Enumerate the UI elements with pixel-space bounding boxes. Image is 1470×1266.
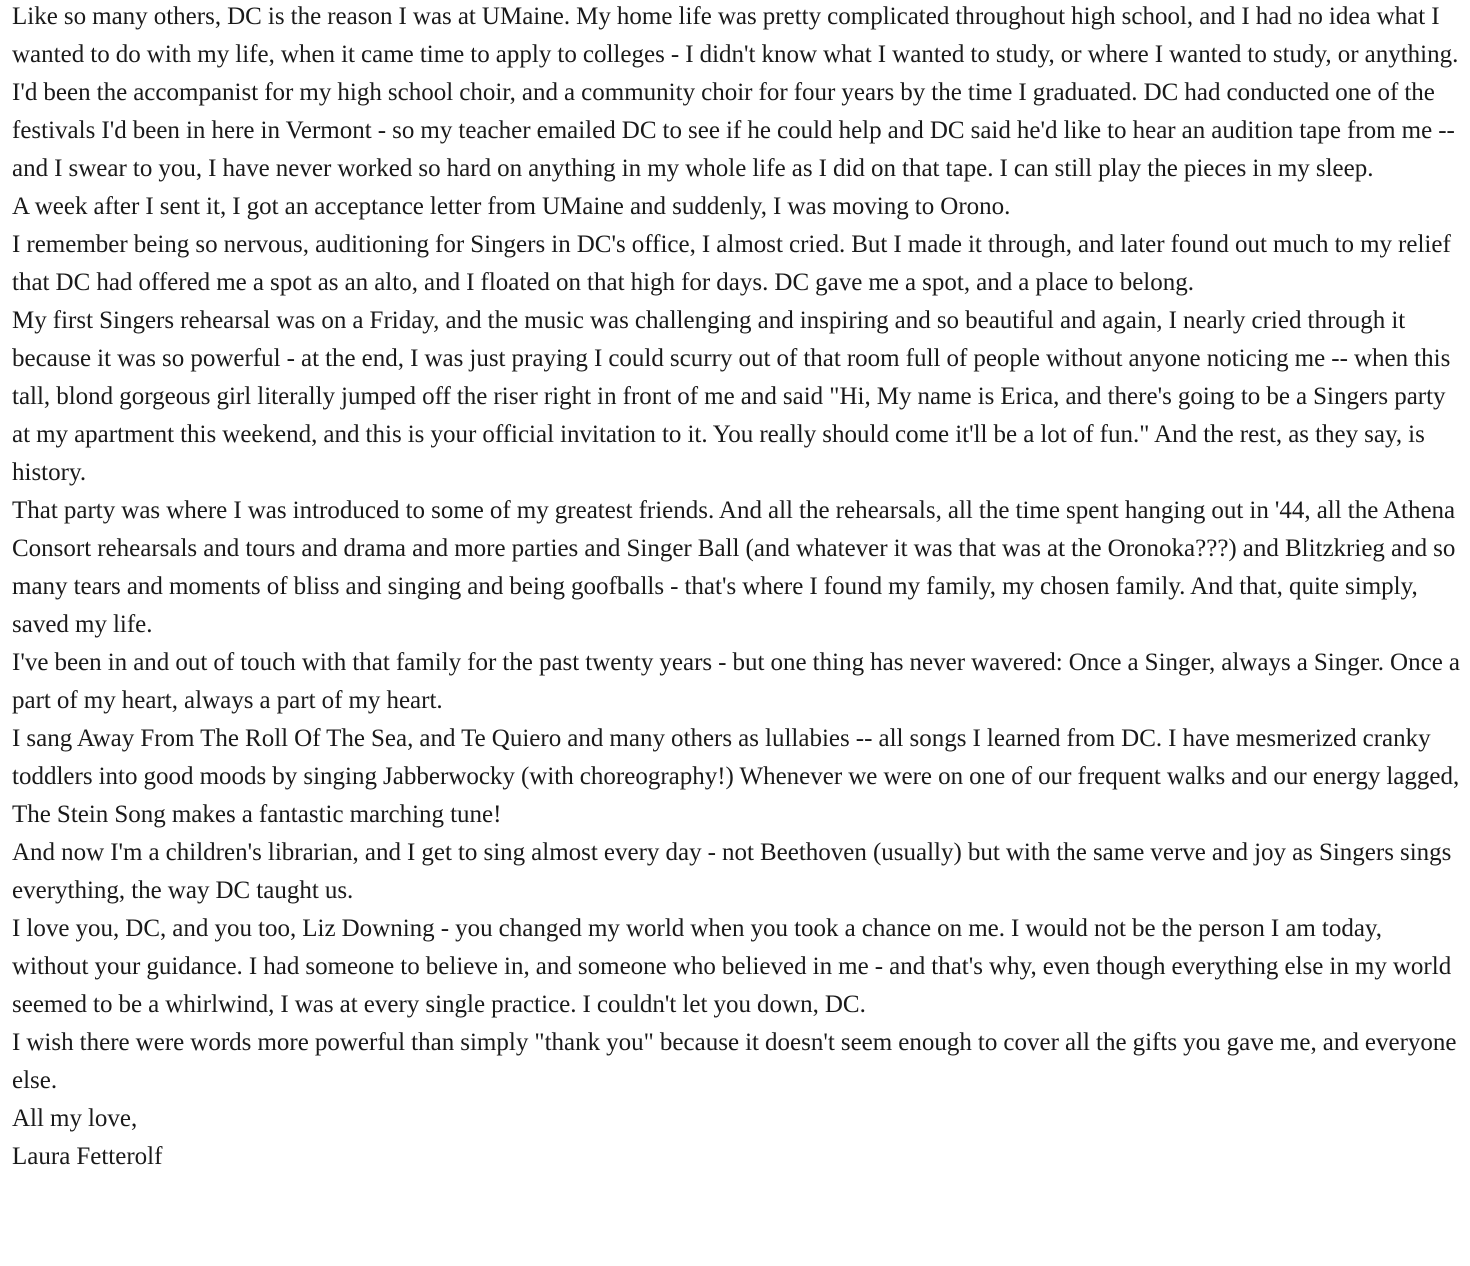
paragraph-audition: I remember being so nervous, auditioning for Singers in DC's office, I almost cried. But I made it through, and later found out much to my relief that DC had offered me a spot as an alto, and I floated on that high for days. DC gave me a spot, and a place to belong. (12, 231, 1451, 296)
paragraph-thank-you: I wish there were words more powerful than simply "thank you" because it doesn't seem enough to cover all the gifts you gave me, and everyone else. (12, 1029, 1457, 1094)
paragraph-lullabies: I sang Away From The Roll Of The Sea, and Te Quiero and many others as lullabies -- all songs I learned from DC. I have mesmerized cranky toddlers into good moods by singing Jabberwocky (with choreography!) Whenever we were on one of our frequent walks and our energy lagged, The Stein Song makes a fantastic marching tune! (12, 725, 1460, 828)
paragraph-librarian: And now I'm a children's librarian, and I get to sing almost every day - not Beethoven (usually) but with the same verve and joy as Singers sings everything, the way DC taught us. (12, 839, 1452, 904)
closing: All my love, (12, 1105, 138, 1132)
paragraph-love: I love you, DC, and you too, Liz Downing - you changed my world when you took a chance on me. I would not be the person I am today, without your guidance. I had someone to believe in, and someone who believed in me - and that's why, even though everything else in my world seemed to be a whirlwind, I was at every single practice. I couldn't let you down, DC. (12, 915, 1452, 1018)
paragraph-intro: Like so many others, DC is the reason I was at UMaine. My home life was pretty complicated throughout high school, and I had no idea what I wanted to do with my life, when it came time to apply to colleges - I didn't know what I wanted to study, or where I wanted to study, or anything. I'd been the accompanist for my high school choir, and a community choir for four years by the time I graduated. DC had conducted one of the festivals I'd been in here in Vermont - so my teacher emailed DC to see if he could help and DC said he'd like to hear an audition tape from me -- and I swear to you, I have never worked so hard on anything in my whole life as I did on that tape. I can still play the pieces in my sleep. (12, 3, 1459, 182)
signature: Laura Fetterolf (12, 1143, 163, 1170)
paragraph-acceptance: A week after I sent it, I got an acceptance letter from UMaine and suddenly, I was moving to Orono. (12, 193, 1011, 220)
paragraph-family: I've been in and out of touch with that family for the past twenty years - but one thing has never wavered: Once a Singer, always a Singer. Once a part of my heart, always a part of my heart. (12, 649, 1460, 714)
paragraph-first-rehearsal: My first Singers rehearsal was on a Friday, and the music was challenging and inspiring and so beautiful and again, I nearly cried through it because it was so powerful - at the end, I was just praying I could scurry out of that room full of people without anyone noticing me -- when this tall, blond gorgeous girl literally jumped off the riser right in front of me and said "Hi, My name is Erica, and there's going to be a Singers party at my apartment this weekend, and this is your official invitation to it. You really should come it'll be a lot of fun." And the rest, as they say, is history. (12, 307, 1451, 486)
paragraph-party: That party was where I was introduced to some of my greatest friends. And all the rehearsals, all the time spent hanging out in '44, all the Athena Consort rehearsals and tours and drama and more parties and Singer Ball (and whatever it was that was at the Oronoka???) and Blitzkrieg and so many tears and moments of bliss and singing and being goofballs - that's where I found my family, my chosen family. And that, quite simply, saved my life. (12, 497, 1456, 638)
